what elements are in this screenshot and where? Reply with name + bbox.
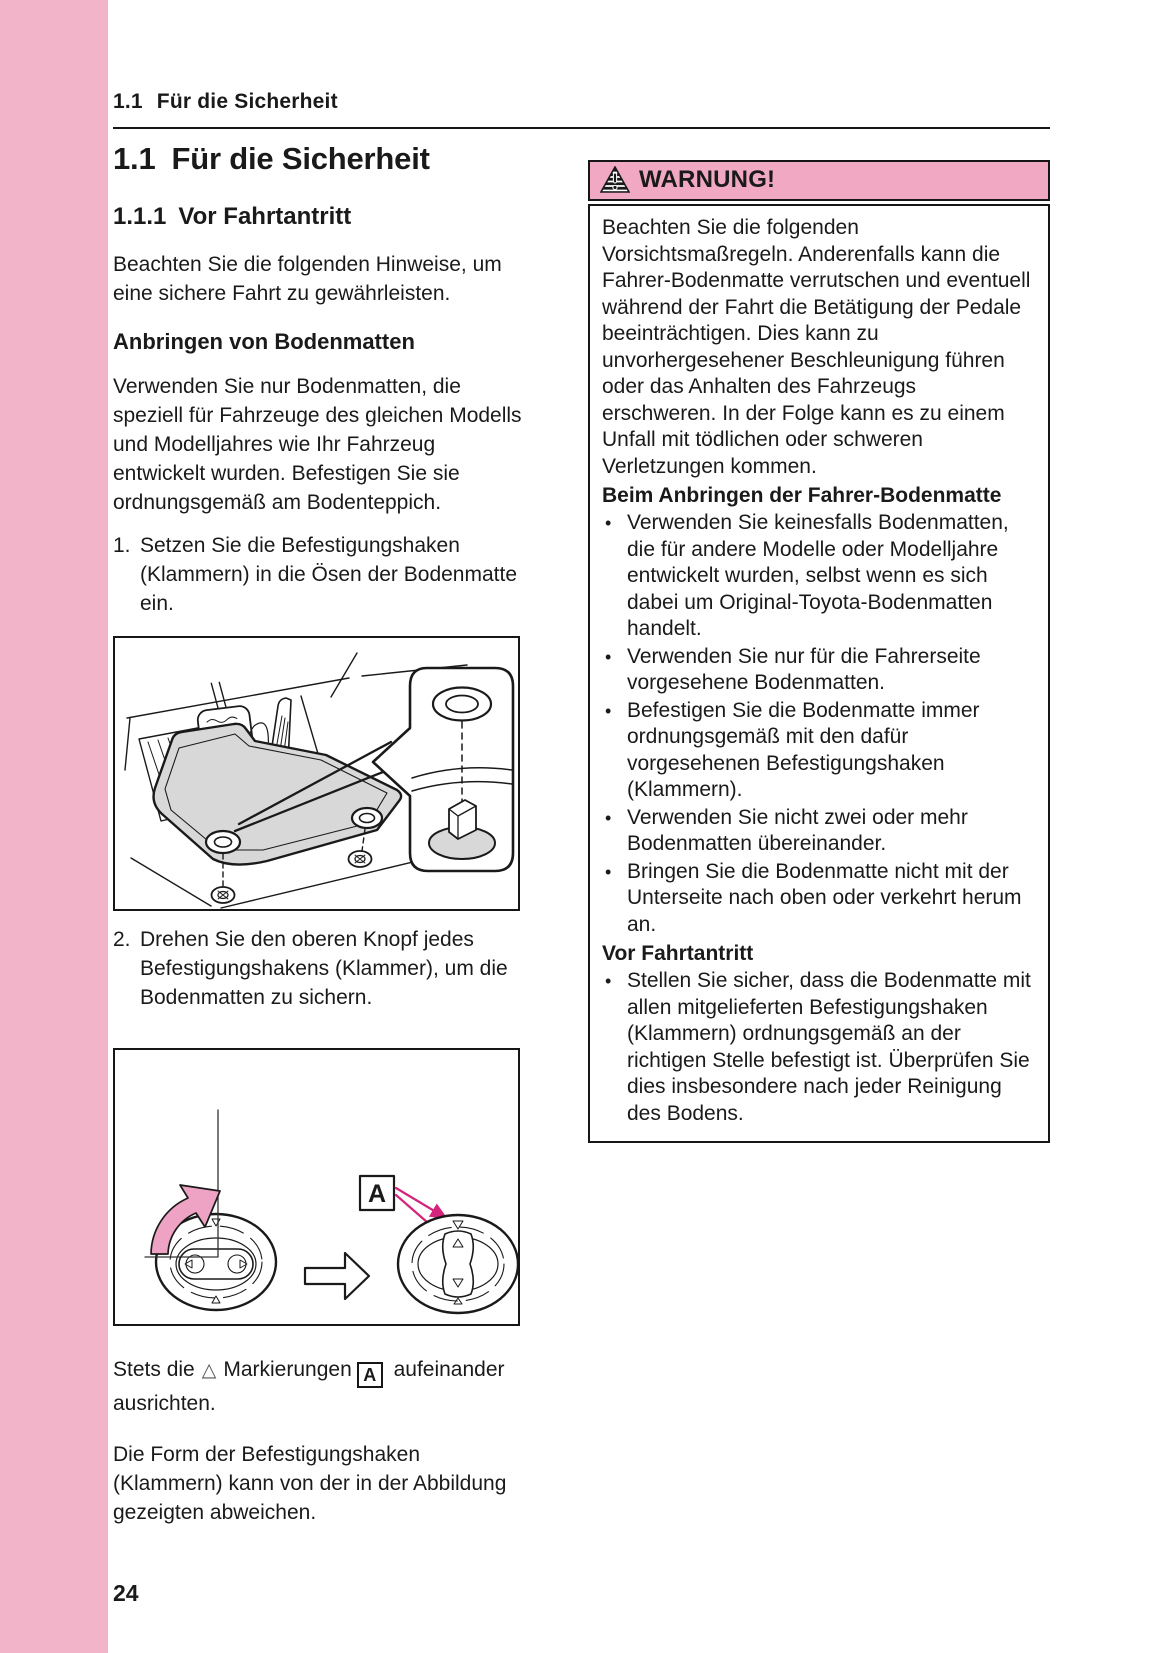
triangle-marker-glyph: △ xyxy=(201,1360,217,1381)
label-a-box xyxy=(360,1176,394,1210)
running-header-number: 1.1 xyxy=(113,90,143,113)
section-subtitle-text: Vor Fahrtantritt xyxy=(178,203,352,230)
alignment-note-text: Markierungen xyxy=(223,1358,352,1381)
intro-paragraph: Beachten Sie die folgenden Hinweise, um eine sichere Fahrt zu gewährleisten. xyxy=(113,253,502,305)
warning-bullet xyxy=(602,644,1034,697)
warning-bullet-list xyxy=(602,510,1034,938)
floor-mat-installation-drawing xyxy=(115,638,518,909)
section-subtitle xyxy=(113,202,526,232)
knob-rotation-figure xyxy=(113,1048,520,1326)
label-a-inline-box: A xyxy=(357,1362,383,1388)
mat-eyelet-left xyxy=(206,831,240,853)
callout-eyelet xyxy=(433,688,491,721)
bullet-dot: • xyxy=(605,971,612,991)
subsection-paragraph: Verwenden Sie nur Bodenmatten, die speziell für Fahrzeuge des gleichen Modells und Modelljahres wie Ihr Fahrzeug entwickelt wurden. Befestigen Sie sie ordnungsgemäß am Bodenteppich. xyxy=(113,375,522,514)
warning-bullet xyxy=(602,968,1034,1127)
bullet-text: Verwenden Sie keinesfalls Bodenmatten, die für andere Modelle oder Modelljahre entwickelt wurden, selbst wenn es sich dabei um Original-Toyota-Bodenmatten handelt. xyxy=(627,511,1009,640)
alignment-note-text: aufeinander ausrichten. xyxy=(113,1358,505,1415)
step-item-1 xyxy=(113,531,526,618)
page-number: 24 xyxy=(113,1580,139,1606)
bullet-dot: • xyxy=(605,700,612,721)
bullet-dot: • xyxy=(605,513,612,533)
alignment-note-text: Stets die xyxy=(113,1358,195,1381)
warning-title: WARNUNG! xyxy=(639,165,776,193)
running-header xyxy=(113,90,1050,129)
warning-body xyxy=(588,204,1050,1143)
step-number: 2. xyxy=(113,928,131,951)
floor-clip-left xyxy=(212,887,235,903)
step-number: 1. xyxy=(113,534,131,557)
floor-clip-right xyxy=(349,851,372,867)
subsection-heading: Anbringen von Bodenmatten xyxy=(113,329,415,354)
label-a-text: A xyxy=(367,1180,387,1208)
step-text: Drehen Sie den oberen Knopf jedes Befestigungshakens (Klammer), um die Bodenmatten zu sichern. xyxy=(140,928,508,1009)
bullet-dot: • xyxy=(605,646,612,667)
mat-eyelet-right xyxy=(352,808,382,828)
bullet-text: Stellen Sie sicher, dass die Bodenmatte mit allen mitgelieferten Befestigungshaken (Klammern) ordnungsgemäß an der richtigen Stelle befestigt ist. Überprüfen Sie dies insbesondere nach jeder Reinigung des Bodens. xyxy=(627,969,1031,1125)
section-subtitle-number: 1.1.1 xyxy=(113,203,167,230)
warning-subheading: Beim Anbringen der Fahrer-Bodenmatte xyxy=(602,484,1002,507)
retainer-knob-after xyxy=(398,1215,518,1313)
warning-bullet xyxy=(602,805,1034,858)
warning-triangle-icon xyxy=(600,166,630,193)
warning-header xyxy=(588,160,1050,201)
warning-bullet xyxy=(602,698,1034,804)
bullet-text: Verwenden Sie nur für die Fahrerseite vorgesehene Bodenmatten. xyxy=(627,644,981,694)
knob-rotation-drawing xyxy=(115,1050,518,1324)
step-text: Setzen Sie die Befestigungshaken (Klammern) in die Ösen der Bodenmatte ein. xyxy=(140,534,518,615)
warning-bullet-list xyxy=(602,968,1034,1127)
direction-arrow xyxy=(305,1253,369,1299)
page-title-number: 1.1 xyxy=(113,141,156,176)
bullet-text: Verwenden Sie nicht zwei oder mehr Bodenmatten übereinander. xyxy=(627,805,968,855)
a-pillar-line xyxy=(331,653,357,697)
warning-box xyxy=(588,160,1050,1143)
warning-bullet xyxy=(602,510,1034,643)
warning-intro: Beachten Sie die folgenden Vorsichtsmaßregeln. Anderenfalls kann die Fahrer-Bodenmatte verrutschen und eventuell während der Fahrt die Betätigung der Pedale beeinträchtigen. Dies kann zu unvorhergesehener Beschleunigung führen oder das Anhalten des Fahrzeugs erschweren. In der Folge kann es zu einem Unfall mit tödlichen oder schweren Verletzungen kommen. xyxy=(602,216,1031,478)
page-edge-band xyxy=(0,0,108,1653)
main-column xyxy=(113,140,526,1527)
alignment-note xyxy=(113,1354,526,1420)
warning-bullet xyxy=(602,859,1034,939)
warning-subheading: Vor Fahrtantritt xyxy=(602,942,754,965)
side-wall-line xyxy=(125,718,130,770)
bullet-dot: • xyxy=(605,861,612,882)
running-header-title: Für die Sicherheit xyxy=(156,90,338,113)
page-title-text: Für die Sicherheit xyxy=(171,141,430,176)
floor-mat-installation-figure xyxy=(113,636,520,911)
step-item-2 xyxy=(113,925,526,1012)
floor-line-left xyxy=(131,858,211,906)
bullet-text: Bringen Sie die Bodenmatte nicht mit der Unterseite nach oben oder verkehrt herum an. xyxy=(627,859,1022,936)
shape-note-paragraph: Die Form der Befestigungshaken (Klammern) kann von der in der Abbildung gezeigten abweichen. xyxy=(113,1443,507,1524)
page-title xyxy=(113,140,526,178)
bullet-text: Befestigen Sie die Bodenmatte immer ordnungsgemäß mit den dafür vorgesehenen Befestigungshaken (Klammern). xyxy=(627,698,980,801)
bullet-dot: • xyxy=(605,807,612,828)
